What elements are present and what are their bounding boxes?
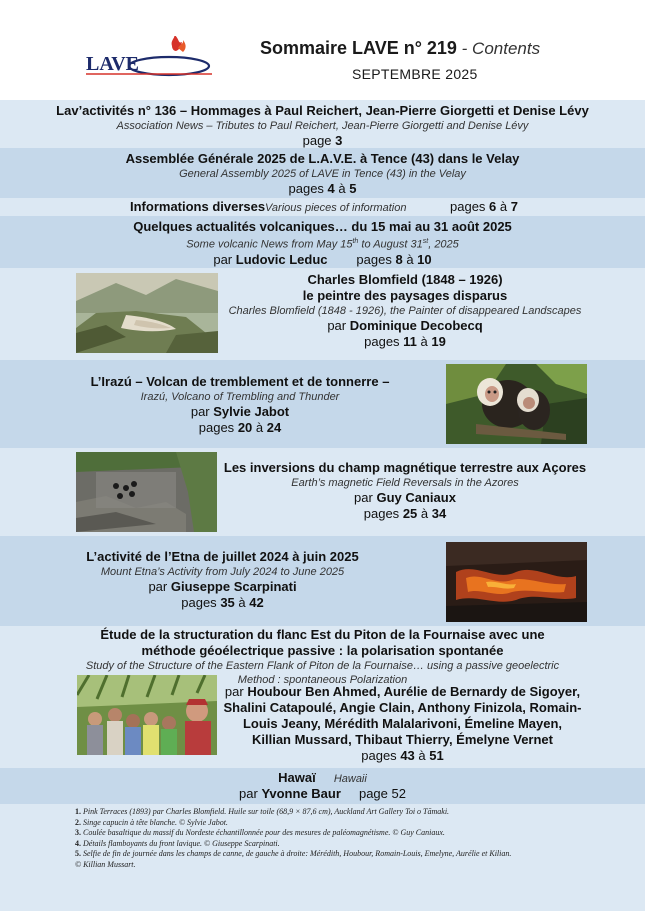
entry-title-2: le peintre des paysages disparus	[302, 288, 508, 303]
entry-title: Charles Blomfield (1848 – 1926)	[307, 272, 503, 287]
entry-pages: page 3	[302, 133, 343, 148]
toc-entry-acores[interactable]	[0, 448, 645, 536]
footnote: © Killian Mussart.	[75, 859, 136, 869]
toc-entry-actualites[interactable]	[0, 216, 645, 268]
footnote: 2. Singe capucin à tête blanche. © Sylvie Jabot.	[75, 817, 228, 827]
toc-entry-etna[interactable]	[0, 536, 645, 626]
entry-title: Informations diverses	[130, 199, 266, 214]
entry-subtitle: Irazú, Volcano of Trembling and Thunder	[140, 391, 340, 403]
entry-author-pages: par Ludovic Leduc pages 8 à 10	[213, 251, 432, 267]
entry-subtitle: Some volcanic News from May 15th to August 31st, 2025	[186, 238, 459, 251]
header	[0, 0, 645, 100]
entry-subtitle: Association News – Tributes to Paul Reichert, Jean-Pierre Giorgetti and Denise Lévy	[116, 120, 529, 132]
entry-author-pages: par Yvonne Baur page 52	[239, 786, 406, 801]
entry-author: par Giuseppe Scarpinati	[148, 579, 297, 594]
entry-pages: pages 6 à 7	[450, 199, 518, 214]
toc-entry-informations[interactable]	[0, 198, 645, 216]
entry-pages: pages 25 à 34	[363, 506, 447, 521]
entry-title: Assemblée Générale 2025 de L.A.V.E. à Tence (43) dans le Velay	[125, 151, 520, 166]
lave-logo	[84, 36, 214, 86]
toc-entry-assemblee[interactable]	[0, 148, 645, 198]
entry-subtitle: Mount Etna’s Activity from July 2024 to June 2025	[100, 566, 345, 578]
toc-entry-irazu[interactable]	[0, 360, 645, 448]
toc-entry-hawai[interactable]	[0, 768, 645, 804]
entry-author: par Sylvie Jabot	[190, 404, 290, 419]
footnotes	[0, 804, 645, 911]
toc-entry-fournaise[interactable]	[0, 626, 645, 768]
pink-terraces-painting	[76, 273, 218, 353]
entry-text	[215, 460, 595, 522]
entry-authors: par Houbour Ben Ahmed, Aurélie de Bernardy de Sigoyer, Shalini Catapoulé, Angie Clain, Anthony Finizola, Romain- Louis Jeany, Mérédith Malalarivoni, Émeline Mayen, Killian Mussard, Thibaut Thierry, Émelyne Vernet pages 43 à 51	[215, 684, 590, 764]
entry-text	[220, 272, 590, 350]
entry-subtitle: Charles Blomfield (1848 - 1926), the Painter of disappeared Landscapes	[228, 305, 582, 317]
entry-pages: pages 43 à 51	[361, 748, 444, 763]
entry-author: par Guy Caniaux	[354, 490, 456, 505]
entry-title: Hawaï Hawaii	[278, 770, 367, 785]
footnote: 3. Coulée basaltique du massif du Nordeste échantillonnée pour des mesures de paléomagnétisme. © Guy Caniaux.	[75, 828, 445, 837]
entry-title: Lav’activités n° 136 – Hommages à Paul Reichert, Jean-Pierre Giorgetti et Denise Lévy	[56, 103, 589, 118]
basalt-flow-photo	[76, 452, 217, 532]
entry-pages: pages 4 à 5	[288, 181, 357, 196]
entry-title: Les inversions du champ magnétique terrestre aux Açores	[223, 460, 587, 475]
entry-subtitle: Various pieces of information	[265, 202, 407, 214]
entry-pages: pages 35 à 42	[181, 595, 264, 610]
toc-entry-lavactivites[interactable]	[0, 100, 645, 148]
entry-title: Étude de la structuration du flanc Est du Piton de la Fournaise avec une	[100, 627, 545, 642]
entry-subtitle: Study of the Structure of the Eastern Flank of Piton de la Fournaise… using a passive geoelectric	[85, 660, 560, 672]
page-title: Sommaire LAVE n° 219 - Contents	[260, 38, 541, 58]
selfie-cane-fields-photo	[77, 675, 217, 755]
entry-pages: pages 11 à 19	[364, 334, 446, 349]
entry-title: L’Irazú – Volcan de tremblement et de tonnerre –	[90, 374, 390, 389]
entry-subtitle: General Assembly 2025 of LAVE in Tence (43) in the Velay	[179, 168, 466, 180]
footnote: 4. Détails flamboyants du front lavique. © Giuseppe Scarpinati.	[75, 838, 280, 848]
footnote: 5. Selfie de fin de journée dans les champs de canne, de gauche à droite: Mérédith, Houbour, Romain-Louis, Emelyne, Aurélie et Kilian.	[75, 849, 512, 858]
footnote: 1. Pink Terraces (1893) par Charles Blomfield. Huile sur toile (68,9 × 87,6 cm), Auckland Art Gallery Toi o Tāmaki.	[75, 807, 450, 816]
toc-entry-blomfield[interactable]	[0, 268, 645, 360]
entry-author: par Dominique Decobecq	[327, 318, 483, 333]
entry-title: Quelques actualités volcaniques… du 15 mai au 31 août 2025	[133, 219, 512, 234]
lava-front-photo	[446, 542, 587, 622]
entry-title-2: méthode géoélectrique passive : la polarisation spontanée	[141, 643, 504, 658]
capuchin-monkey-photo	[446, 364, 587, 444]
logo-text: LAVE	[86, 53, 139, 75]
entry-subtitle-2: Method : spontaneous Polarization	[237, 674, 408, 686]
entry-text	[60, 374, 420, 436]
entry-subtitle: Earth’s magnetic Field Reversals in the Azores	[291, 477, 519, 489]
issue-date: SEPTEMBRE 2025	[352, 66, 478, 82]
entry-pages: pages 20 à 24	[198, 420, 282, 435]
entry-title: L’activité de l’Etna de juillet 2024 à juin 2025	[86, 549, 359, 564]
entry-text	[60, 549, 385, 611]
